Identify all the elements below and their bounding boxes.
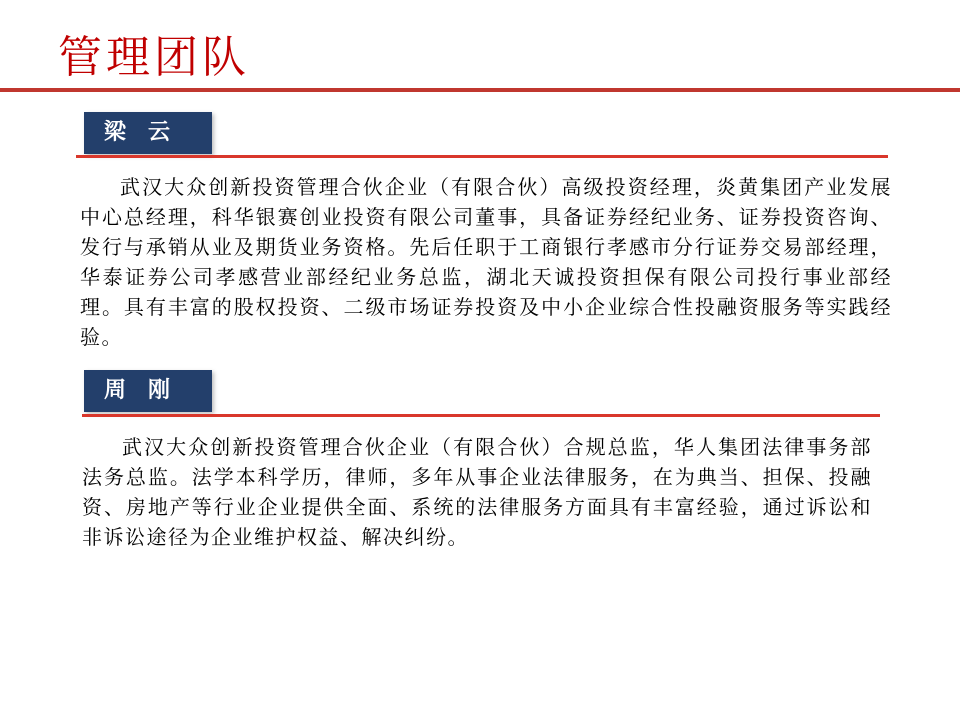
title-divider	[0, 88, 960, 92]
member-name-tab: 梁云	[84, 112, 212, 154]
section-divider	[76, 155, 888, 158]
section-divider	[82, 414, 880, 417]
page-title: 管理团队	[58, 32, 250, 83]
member-bio: 武汉大众创新投资管理合伙企业（有限合伙）合规总监，华人集团法律事务部法务总监。法学本科学历，律师，多年从事企业法律服务，在为典当、担保、投融资、房地产等行业企业提供全面、系统的法律服务方面具有丰富经验，通过诉讼和非诉讼途径为企业维护权益、解决纠纷。	[82, 435, 872, 549]
member-name-tab: 周刚	[84, 370, 212, 412]
member-bio: 武汉大众创新投资管理合伙企业（有限合伙）高级投资经理，炎黄集团产业发展中心总经理，科华银赛创业投资有限公司董事，具备证券经纪业务、证券投资咨询、发行与承销从业及期货业务资格。先后任职于工商银行孝感市分行证券交易部经理，华泰证券公司孝感营业部经纪业务总监，湖北天诚投资担保有限公司投行事业部经理。具有丰富的股权投资、二级市场证券投资及中小企业综合性投融资服务等实践经验。	[80, 175, 892, 349]
